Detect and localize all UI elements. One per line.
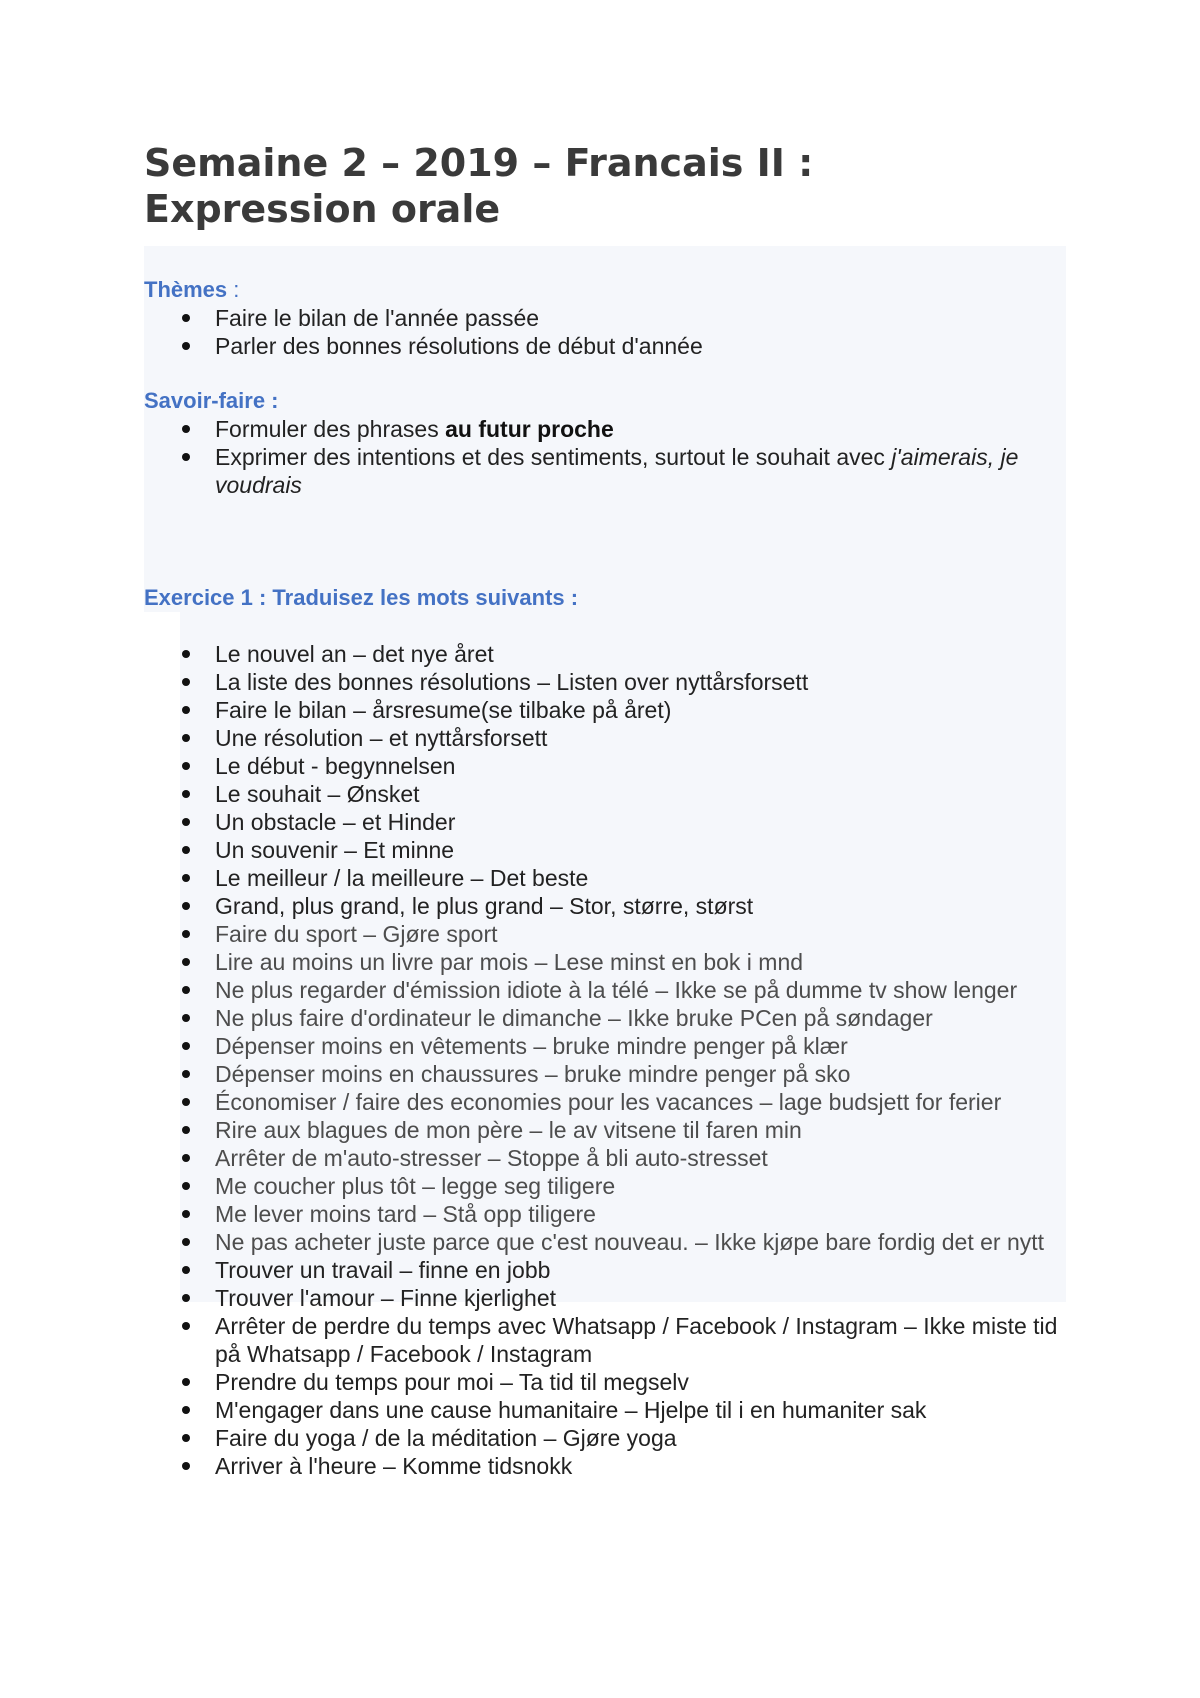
list-item: Grand, plus grand, le plus grand – Stor, større, størst [144,892,1084,920]
themes-list [144,304,1084,360]
list-item: Trouver l'amour – Finne kjerlighet [144,1284,1084,1312]
list-item: Ne plus faire d'ordinateur le dimanche – Ikke bruke PCen på søndager [144,1004,1084,1032]
list-item: Rire aux blagues de mon père – le av vitsene til faren min [144,1116,1084,1144]
list-item: Ne pas acheter juste parce que c'est nouveau. – Ikke kjøpe bare fordig det er nytt [144,1228,1084,1256]
list-item: Trouver un travail – finne en jobb [144,1256,1084,1284]
exercise-1-list [144,640,1084,1480]
list-item [144,415,1084,443]
title-line-1: Semaine 2 – 2019 – Francais II : [144,141,814,185]
list-item: Ne plus regarder d'émission idiote à la télé – Ikke se på dumme tv show lenger [144,976,1084,1004]
list-item: Prendre du temps pour moi – Ta tid til megselv [144,1368,1084,1396]
item-italic-text: j'aimerais, je voudrais [215,444,1019,498]
list-item [144,443,1084,499]
list-item: Le début - begynnelsen [144,752,1084,780]
list-item: M'engager dans une cause humanitaire – Hjelpe til i en humaniter sak [144,1396,1084,1424]
themes-heading-suffix: : [227,277,240,302]
item-text: Formuler des phrases [215,416,446,442]
list-item: Me lever moins tard – Stå opp tiligere [144,1200,1084,1228]
list-item: La liste des bonnes résolutions – Listen over nyttårsforsett [144,668,1084,696]
list-item: Un souvenir – Et minne [144,836,1084,864]
title-line-2: Expression orale [144,187,501,231]
list-item: Faire du sport – Gjøre sport [144,920,1084,948]
item-bold-text: au futur proche [445,416,614,442]
savoir-faire-heading: Savoir-faire : [144,388,279,413]
list-item: Le souhait – Ønsket [144,780,1084,808]
list-item: Économiser / faire des economies pour les vacances – lage budsjett for ferier [144,1088,1084,1116]
list-item: Arrêter de m'auto-stresser – Stoppe å bli auto-stresset [144,1144,1084,1172]
list-item: Un obstacle – et Hinder [144,808,1084,836]
themes-heading-label: Thèmes [144,277,228,302]
list-item: Arrêter de perdre du temps avec Whatsapp / Facebook / Instagram – Ikke miste tid på Whatsapp / Facebook / Instagram [144,1312,1084,1368]
document-title [144,140,1104,232]
list-item: Le nouvel an – det nye året [144,640,1084,668]
list-item: Une résolution – et nyttårsforsett [144,724,1084,752]
item-text: Exprimer des intentions et des sentiments, surtout le souhait avec [215,444,892,470]
list-item: Faire le bilan – årsresume(se tilbake på året) [144,696,1084,724]
list-item: Faire le bilan de l'année passée [144,304,1084,332]
list-item: Me coucher plus tôt – legge seg tiligere [144,1172,1084,1200]
list-item: Lire au moins un livre par mois – Lese minst en bok i mnd [144,948,1084,976]
list-item: Parler des bonnes résolutions de début d'année [144,332,1084,360]
themes-heading [144,276,239,304]
exercise-1-heading: Exercice 1 : Traduisez les mots suivants : [144,585,579,610]
list-item: Dépenser moins en vêtements – bruke mindre penger på klær [144,1032,1084,1060]
list-item: Faire du yoga / de la méditation – Gjøre yoga [144,1424,1084,1452]
savoir-faire-list [144,415,1084,499]
list-item: Arriver à l'heure – Komme tidsnokk [144,1452,1084,1480]
list-item: Dépenser moins en chaussures – bruke mindre penger på sko [144,1060,1084,1088]
list-item: Le meilleur / la meilleure – Det beste [144,864,1084,892]
